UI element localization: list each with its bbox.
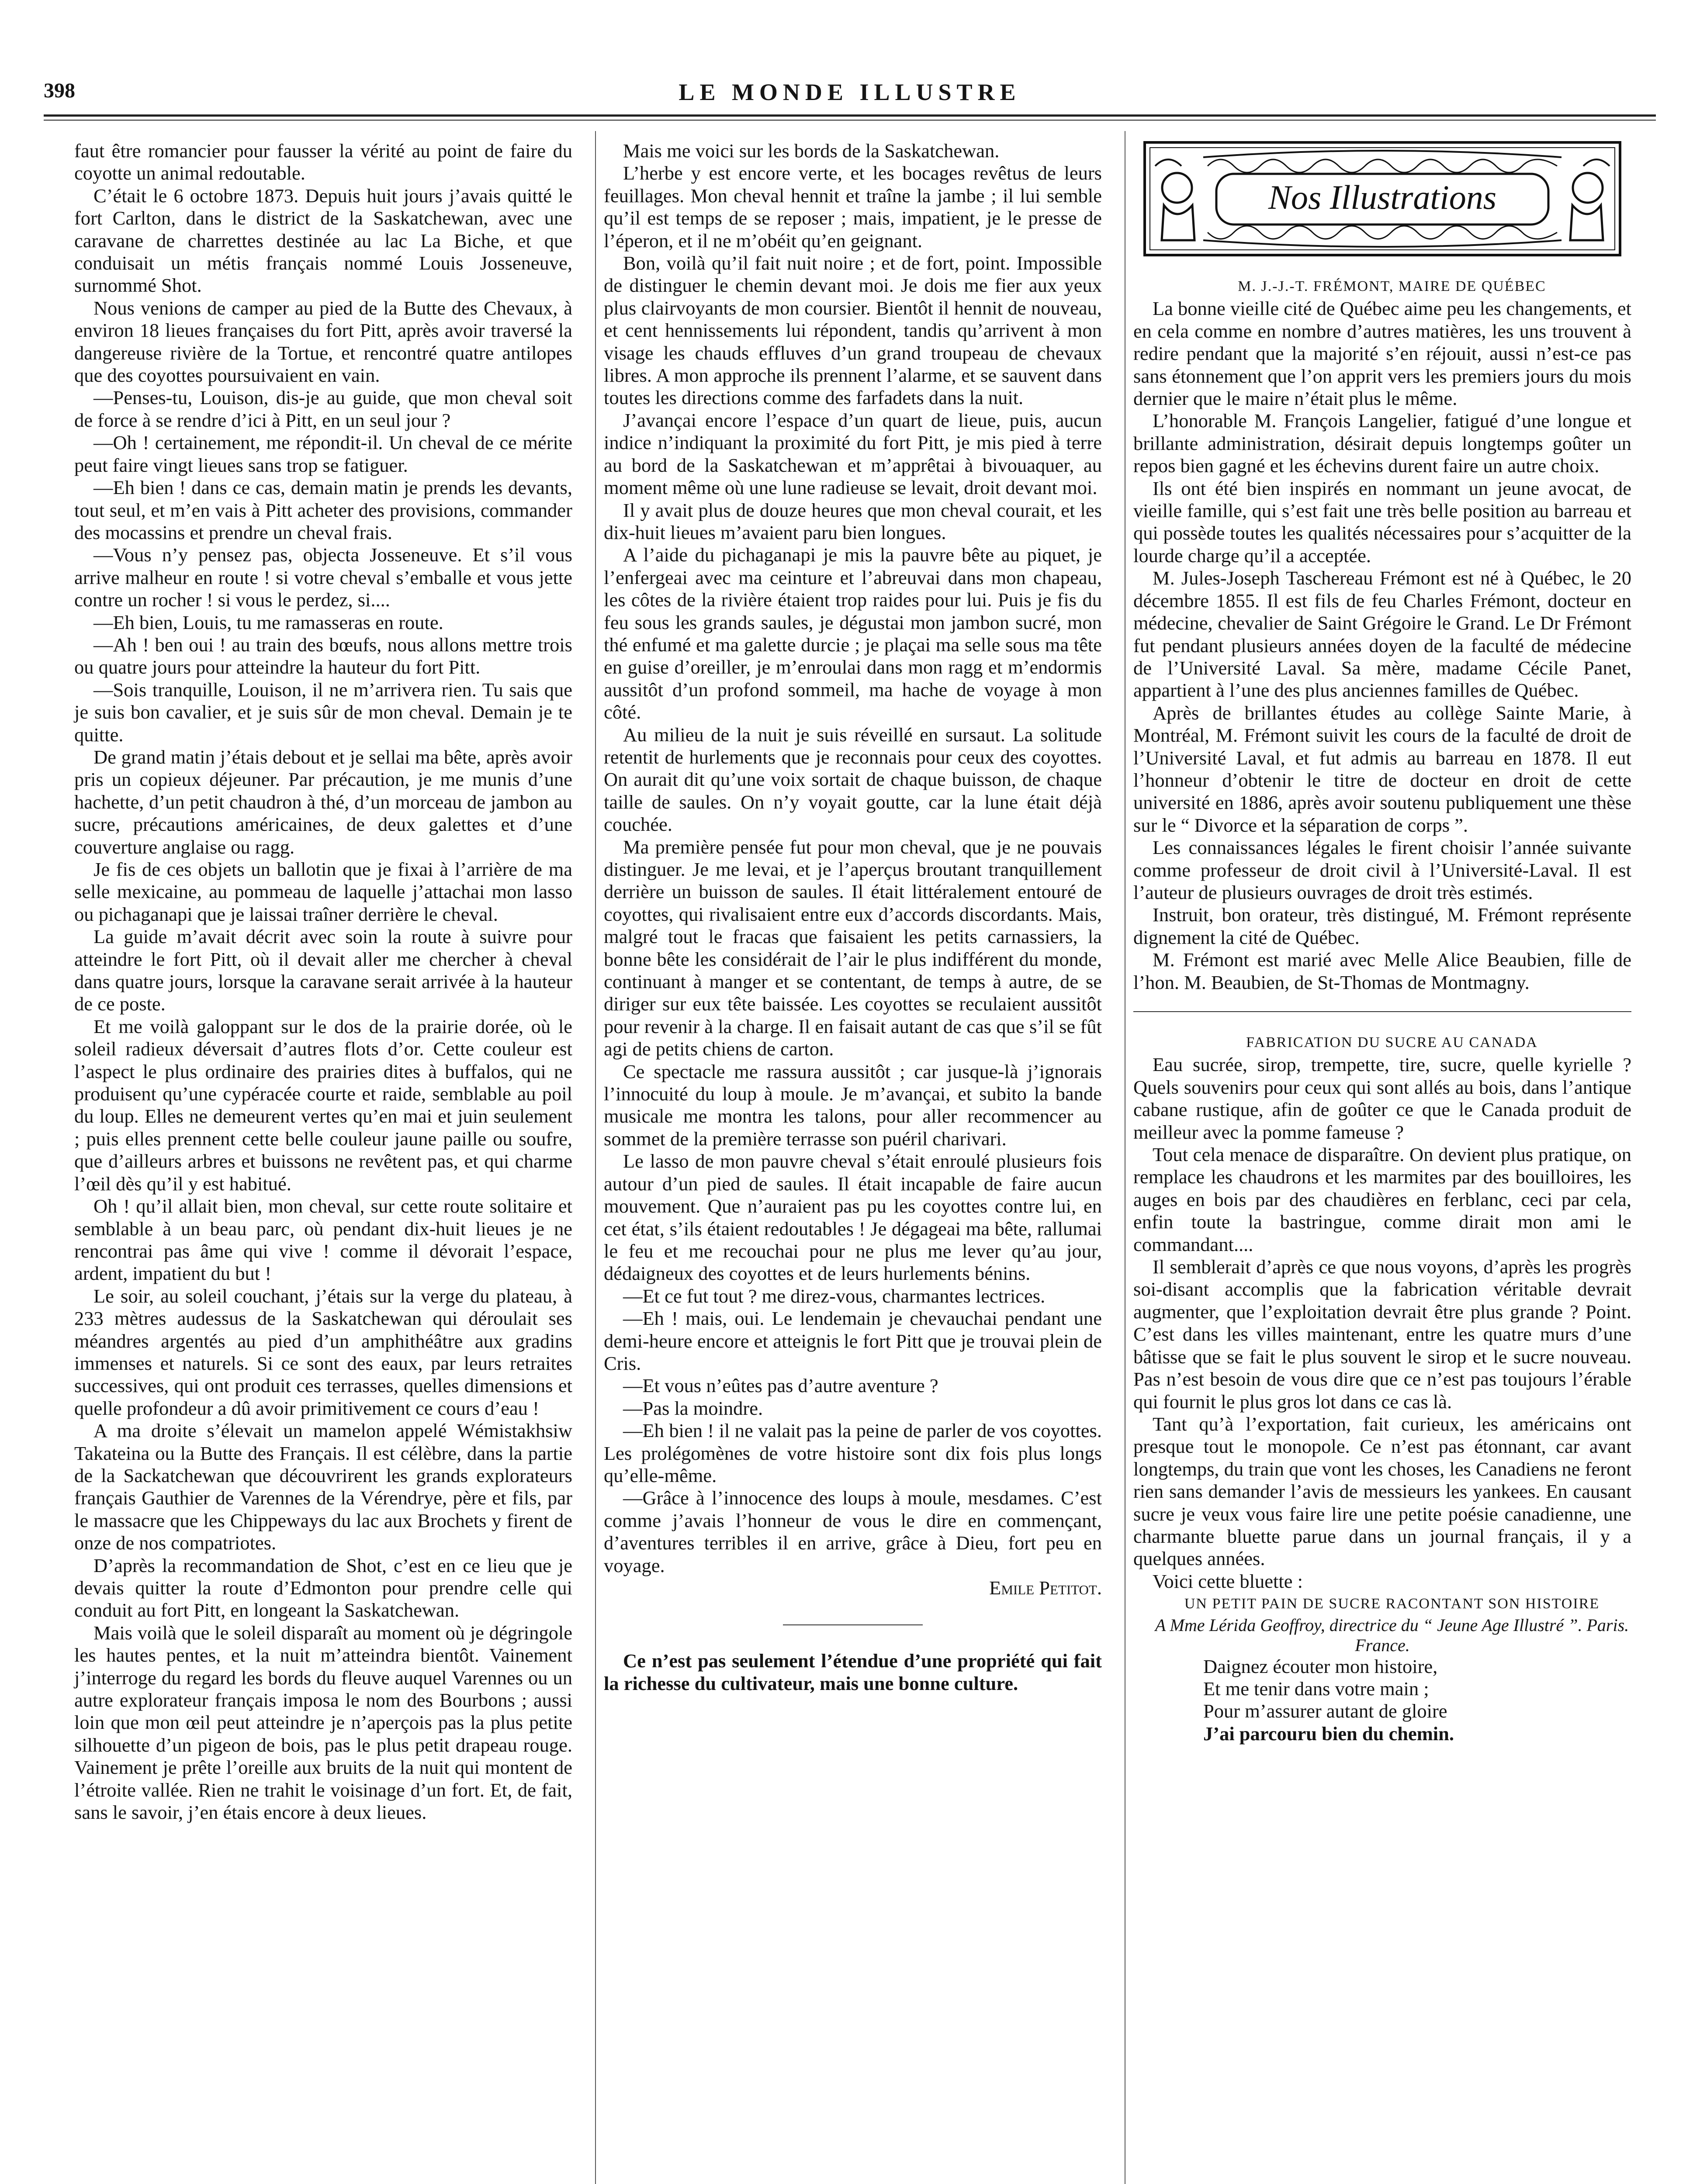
story-paragraph: Mais voilà que le soleil disparaît au moment où je dégringole les hautes pentes, et la nuit m’atteindra bientôt. Vainement j’interroge du regard les bords du fleuve auquel Varennes ou un autre explorateur français imposa le nom des Bourbons ; aussi loin que mon œil peut atteindre je n’aperçois pas la plus petite silhouette d’un pigeon de bois, pas le plus petit drapeau rouge. Vainement je prête l’oreille aux bruits de la nuit qui montent de l’étroite vallée. Rien ne trahit le voisinage d’un fort. Et, de fait, sans le savoir, j’en étais encore à deux lieues.: [74, 1621, 572, 1824]
story-paragraph: —Eh ! mais, oui. Le lendemain je chevauchai pendant une demi-heure encore et atteignis le fort Pitt que je trouvai plein de Cris.: [604, 1307, 1102, 1374]
story-paragraph: Il y avait plus de douze heures que mon cheval courait, et les dix-huit lieues m’avaient paru bien longues.: [604, 499, 1102, 543]
story-signature: Emile Petitot.: [989, 1577, 1102, 1599]
story-paragraph: L’herbe y est encore verte, et les bocages revêtus de leurs feuillages. Mon cheval hennit et traîne la jambe ; il lui semble qu’il est temps de se reposer ; mais, impatient, je le presse de l’éperon, et il ne m’obéit qu’en geignant.: [604, 162, 1102, 252]
poem-line: Pour m’assurer autant de gloire: [1203, 1700, 1447, 1722]
poem-line: J’ai parcouru bien du chemin.: [1203, 1722, 1454, 1745]
poem-line: Daignez écouter mon histoire,: [1203, 1655, 1438, 1677]
header-rule-thick: [44, 114, 1656, 117]
sugar-paragraph: Il semblerait d’après ce que nous voyons, d’après les progrès soi-disant accomplis que la fabrication véritable devrait augmenter, que l’exploitation devrait être plus grande ? Point. C’est dans les villes maintenant, entre les quatre murs d’une bâtisse que se fait le plus souvent le sirop et le sucre nouveau. Pas n’est besoin de vous dire que ce n’est pas toujours l’érable qui fournit le plus gros lot dans ce cas là.: [1133, 1256, 1631, 1413]
story-paragraph: J’avançai encore l’espace d’un quart de lieue, puis, aucun indice n’indiquant la proximité du fort Pitt, je mis pied à terre au bord de la Saskatchewan et m’apprêtai à bivouaquer, au moment même où une lune radieuse se levait, droit devant moi.: [604, 409, 1102, 499]
story-paragraph: —Eh bien ! dans ce cas, demain matin je prends les devants, tout seul, et m’en vais à Pitt acheter des provisions, commander des mocassins et prendre un cheval frais.: [74, 477, 572, 543]
story-paragraph: —Grâce à l’innocence des loups à moule, mesdames. C’est comme j’avais l’honneur de vous le dire en commençant, d’aventures terribles il en arrive, grâce à Dieu, fort peu en voyage.: [604, 1487, 1102, 1576]
story-paragraph: La guide m’avait décrit avec soin la route à suivre pour atteindre le fort Pitt, où il devait aller me chercher à cheval dans quatre jours, lorsque la caravane serait arrivée à la hauteur de ce poste.: [74, 926, 572, 1015]
illustrations-paragraph: Instruit, bon orateur, très distingué, M. Frémont représente dignement la cité de Québec.: [1133, 904, 1631, 948]
story-paragraph: Le soir, au soleil couchant, j’étais sur la verge du plateau, à 233 mètres audessus de la Saskatchewan qui déroulait ses méandres argentés au pied d’un amphithéâtre aux gradins immenses et naturels. Si ce sont des eaux, par leurs retraites successives, qui ont produit ces terrasses, quelles dimensions et quelle profondeur a dû avoir primitivement ce cours d’eau !: [74, 1285, 572, 1419]
ornamental-banner-icon: [1142, 140, 1623, 258]
story-paragraph: —Eh bien, Louis, tu me ramasseras en route.: [93, 611, 443, 633]
sugar-paragraph: Eau sucrée, sirop, trempette, tire, sucre, quelle kyrielle ? Quels souvenirs pour ceux qui sont allés au bois, dans l’antique cabane rustique, afin de goûter ce que le Canada produit de meilleur avec la pomme fameuse ?: [1133, 1054, 1631, 1143]
story-paragraph: C’était le 6 octobre 1873. Depuis huit jours j’avais quitté le fort Carlton, dans le district de la Saskatchewan, avec une caravane de charrettes destinée au lac La Biche, et que conduisait un métis français nommé Louis Josseneuve, surnommé Shot.: [74, 184, 572, 297]
story-paragraph: Et me voilà galoppant sur le dos de la prairie dorée, où le soleil radieux déversait d’autres flots d’or. Cette couleur est l’aspect le plus ordinaire des prairies dites à buffalos, qui ne produisent qu’une cypéracée courte et raide, semblable au poil du loup. Elles ne demeurent vertes qu’en mai et juin seulement ; puis elles prennent cette belle couleur jaune paille ou soufre, que d’ailleurs arbres et buissons ne revêtent pas, et qui charme l’œil dès qu’il y est habitué.: [74, 1015, 572, 1195]
story-paragraph: De grand matin j’étais debout et je sellai ma bête, après avoir pris un copieux déjeuner. Par précaution, je me munis d’une hachette, d’un petit chaudron à thé, d’un morceau de jambon au sucre, précautions américaines, de deux galettes et d’une couverture anglaise ou ragg.: [74, 746, 572, 858]
header-rule-thin: [44, 120, 1656, 121]
sugar-paragraph: Tout cela menace de disparaître. On devient plus pratique, on remplace les chaudrons et les marmites par des bouilloires, les auges en bois par des chaudières en ferblanc, ceci par cela, enfin toute la bastringue, comme dirait mon ami le commandant....: [1133, 1144, 1631, 1255]
story-paragraph: faut être romancier pour fausser la vérité au point de faire du coyotte un animal redoutable.: [74, 140, 572, 184]
illustrations-paragraph: M. Jules-Joseph Taschereau Frémont est né à Québec, le 20 décembre 1855. Il est fils de feu Charles Frémont, docteur en médecine, chevalier de Saint Grégoire le Grand. Le Dr Frémont fut pendant plusieurs années doyen de la faculté de médecine de l’Université Laval. Sa mère, madame Cécile Panet, appartient à l’une des plus anciennes familles de Québec.: [1133, 567, 1631, 702]
illustrations-paragraph: M. Frémont est marié avec Melle Alice Beaubien, fille de l’hon. M. Beaubien, de St-Thomas de Montmagny.: [1133, 949, 1631, 993]
story-paragraph: Mais me voici sur les bords de la Saskatchewan.: [623, 140, 1000, 162]
story-paragraph: Bon, voilà qu’il fait nuit noire ; et de fort, point. Impossible de distinguer le chemin devant moi. Je dois me fier aux yeux plus clairvoyants de mon coursier. Bientôt il hennit de nouveau, et cent hennissements lui répondent, tandis qu’arrivent à mon visage les chauds effluves d’un grand troupeau de chevaux libres. A mon approche ils prennent l’alarme, et se sauvent dans toutes les directions comme des farfadets dans la nuit.: [604, 252, 1102, 409]
story-paragraph: Au milieu de la nuit je suis réveillé en sursaut. La solitude retentit de hurlements que je reconnais pour ceux des coyottes. On aurait dit qu’une voix sortait de chaque buisson, de chaque taille de saules. On n’y voyait goutte, car la lune était déjà couchée.: [604, 723, 1102, 836]
sugar-heading: FABRICATION DU SUCRE AU CANADA: [1246, 1034, 1538, 1051]
poem: [1203, 1655, 1631, 1745]
story-paragraph: A l’aide du pichaganapi je mis la pauvre bête au piquet, je l’enfergeai avec ma ceinture et l’abreuvai dans mon chapeau, les côtes de la rivière étaient trop raides pour lui. Puis je fis du feu sous les grands saules, je dégustai mon jambon sucré, mon thé enfumé et ma galette durcie ; je plaçai ma selle sous ma tête en guise d’oreiller, je m’enroulai dans mon ragg et m’endormis aussitôt d’un profond sommeil, ma hache de voyage à mon côté.: [604, 544, 1102, 723]
column-2: [604, 140, 1102, 1695]
story-paragraph: —Vous n’y pensez pas, objecta Josseneuve. Et s’il vous arrive malheur en route ! si votre cheval s’emballe et vous jette contre un rocher ! si vous le perdez, si....: [74, 544, 572, 611]
page-number: 398: [44, 79, 75, 102]
story-paragraph: D’après la recommandation de Shot, c’est en ce lieu que je devais quitter la route d’Edmonton pour prendre celle qui conduit au fort Pitt, en longeant la Saskatchewan.: [74, 1554, 572, 1621]
story-paragraph: —Sois tranquille, Louison, il ne m’arrivera rien. Tu sais que je suis bon cavalier, et je suis sûr de mon cheval. Demain je te quitte.: [74, 678, 572, 746]
story-paragraph: —Et vous n’eûtes pas d’autre aventure ?: [623, 1375, 938, 1397]
story-paragraph: —Et ce fut tout ? me direz-vous, charmantes lectrices.: [623, 1285, 1046, 1307]
cherub-left-icon: [1155, 159, 1195, 240]
poem-line: Et me tenir dans votre main ;: [1203, 1677, 1429, 1700]
illustrations-paragraph: Ils ont été bien inspirés en nommant un jeune avocat, de vieille famille, qui s’est fait une très belle position au barreau et qui possède toutes les qualités nécessaires pour s’acquitter de la lourde charge qu’il a acceptée.: [1133, 477, 1631, 567]
sugar-paragraph: Tant qu’à l’exportation, fait curieux, les américains ont presque tout le monopole. Ce n’est pas étonnant, car avant longtemps, du train que vont les choses, les Canadiens ne feront rien sans demander l’avis de messieurs les yankees. En causant sucre je veux vous faire lire une petite poésie canadienne, une charmante bluette parue dans un journal français, il y a quelques années.: [1133, 1413, 1631, 1570]
story-paragraph: Le lasso de mon pauvre cheval s’était enroulé plusieurs fois autour d’un pied de saules. Il était incapable de faire aucun mouvement. Que n’auraient pas pu les coyottes contre lui, en cet état, s’ils étaient redoutables ! Je dégageai ma bête, rallumai le feu et me recouchai pour ne plus me lever qu’au jour, dédaigneux des coyottes et de leurs hurlements bénins.: [604, 1150, 1102, 1285]
illustrations-paragraph: La bonne vieille cité de Québec aime peu les changements, et en cela comme en nombre d’autres matières, les uns trouvent à redire pendant que la majorité s’en réjouit, aussi n’est-ce pas sans étonnement que l’on apprit vers les premiers jours du mois dernier que le maire n’était plus le même.: [1133, 297, 1631, 410]
story-paragraph: —Pas la moindre.: [623, 1397, 763, 1419]
page-header: [44, 79, 1656, 114]
story-paragraph: Nous venions de camper au pied de la Butte des Chevaux, à environ 18 lieues françaises du fort Pitt, après avoir traversé la dangereuse rivière de la Tortue, et rencontré quatre antilopes que des coyottes poursuivaient en vain.: [74, 297, 572, 387]
column-3: [1133, 140, 1631, 1745]
illustrations-paragraph: Après de brillantes études au collège Sainte Marie, à Montréal, M. Frémont suivit les cours de la faculté de droit de l’Université Laval, et fut admis au barreau en 1878. Il eut l’honneur d’obtenir le titre de docteur en droit de cette université en 1886, après avoir soutenu publiquement une thèse sur le “ Divorce et la séparation de corps ”.: [1133, 702, 1631, 836]
story-paragraph: —Eh bien ! il ne valait pas la peine de parler de vos coyottes. Les prolégomènes de votre histoire sont dix fois plus longs qu’elle-même.: [604, 1420, 1102, 1486]
separator-rule: [783, 1624, 923, 1625]
poem-heading: UN PETIT PAIN DE SUCRE RACONTANT SON HISTOIRE: [1184, 1596, 1600, 1612]
story-paragraph: Oh ! qu’il allait bien, mon cheval, sur cette route solitaire et semblable à un beau parc, où pendant dix-huit lieues je ne rencontrai pas âme qui vive ! comme il dévorait l’espace, ardent, impatient du but !: [74, 1195, 572, 1285]
story-paragraph: Ma première pensée fut pour mon cheval, que je ne pouvais distinguer. Je me levai, et je l’aperçus broutant tranquillement derrière un buisson de saules. Il était littéralement entouré de coyottes, qui rivalisaient entre eux d’accords discordants. Mais, malgré tout le fracas que faisaient les petits carnassiers, la bonne bête les considérait de l’air le plus indifférent du monde, continuant à manger et se contentant, de temps à autre, de se diriger sur eux tête baissée. Les coyottes se reculaient aussitôt pour revenir à la charge. Il en faisait autant de cas que s’il se fût agi de petits chiens de carton.: [604, 836, 1102, 1060]
column-divider: [595, 131, 596, 2184]
section-separator: [1133, 1011, 1631, 1012]
illustrations-heading: M. J.-J.-T. FRÉMONT, MAIRE DE QUÉBEC: [1238, 278, 1546, 294]
column-1: [74, 140, 572, 1824]
poem-dedication: A Mme Lérida Geoffroy, directrice du “ Jeune Age Illustré ”. Paris. France.: [1155, 1615, 1629, 1655]
sugar-paragraph: Voici cette bluette :: [1153, 1570, 1303, 1592]
story-paragraph: A ma droite s’élevait un mamelon appelé Wémistakhsiw Takateina ou la Butte des Français. Il est célèbre, dans la partie de la Sackatchewan que découvrirent les grands explorateurs français Gauthier de Varennes de la Vérendrye, père et fils, par le massacre que les Chippeways du lac aux Brochets y firent de onze de nos compatriotes.: [74, 1420, 572, 1554]
story-paragraph: Ce spectacle me rassura aussitôt ; car jusque-là j’ignorais l’innocuité du loup à moule. Je m’avançai, et subito la bande musicale me montra les talons, pour aller recommencer au sommet de la première terrasse son puéril charivari.: [604, 1060, 1102, 1150]
story-paragraph: Je fis de ces objets un ballotin que je fixai à l’arrière de ma selle mexicaine, au pommeau de laquelle j’attachai mon lasso ou pichaganapi que je laissai traîner derrière le cheval.: [74, 858, 572, 925]
illustrations-paragraph: L’honorable M. François Langelier, fatigué d’une longue et brillante administration, désirait depuis longtemps goûter un repos bien gagné et les échevins durent faire un autre choix.: [1133, 410, 1631, 477]
story-paragraph: —Oh ! certainement, me répondit-il. Un cheval de ce mérite peut faire vingt lieues sans trop se fatiguer.: [74, 432, 572, 476]
illustrations-paragraph: Les connaissances légales le firent choisir l’année suivante comme professeur de droit civil à l’Université-Laval. Il est l’auteur de plusieurs ouvrages de droit très estimés.: [1133, 836, 1631, 903]
story-paragraph: —Ah ! ben oui ! au train des bœufs, nous allons mettre trois ou quatre jours pour atteindre la hauteur du fort Pitt.: [74, 633, 572, 678]
masthead-title: LE MONDE ILLUSTRE: [679, 79, 1021, 105]
filler-paragraph: Ce n’est pas seulement l’étendue d’une propriété qui fait la richesse du cultivateur, mais une bonne culture.: [604, 1650, 1102, 1694]
banner-title: Nos Illustrations: [1268, 178, 1497, 216]
cherub-right-icon: [1570, 159, 1610, 240]
story-paragraph: —Penses-tu, Louison, dis-je au guide, que mon cheval soit de force à se rendre d’ici à Pitt, en un seul jour ?: [74, 387, 572, 431]
illustrations-banner: [1133, 140, 1631, 258]
